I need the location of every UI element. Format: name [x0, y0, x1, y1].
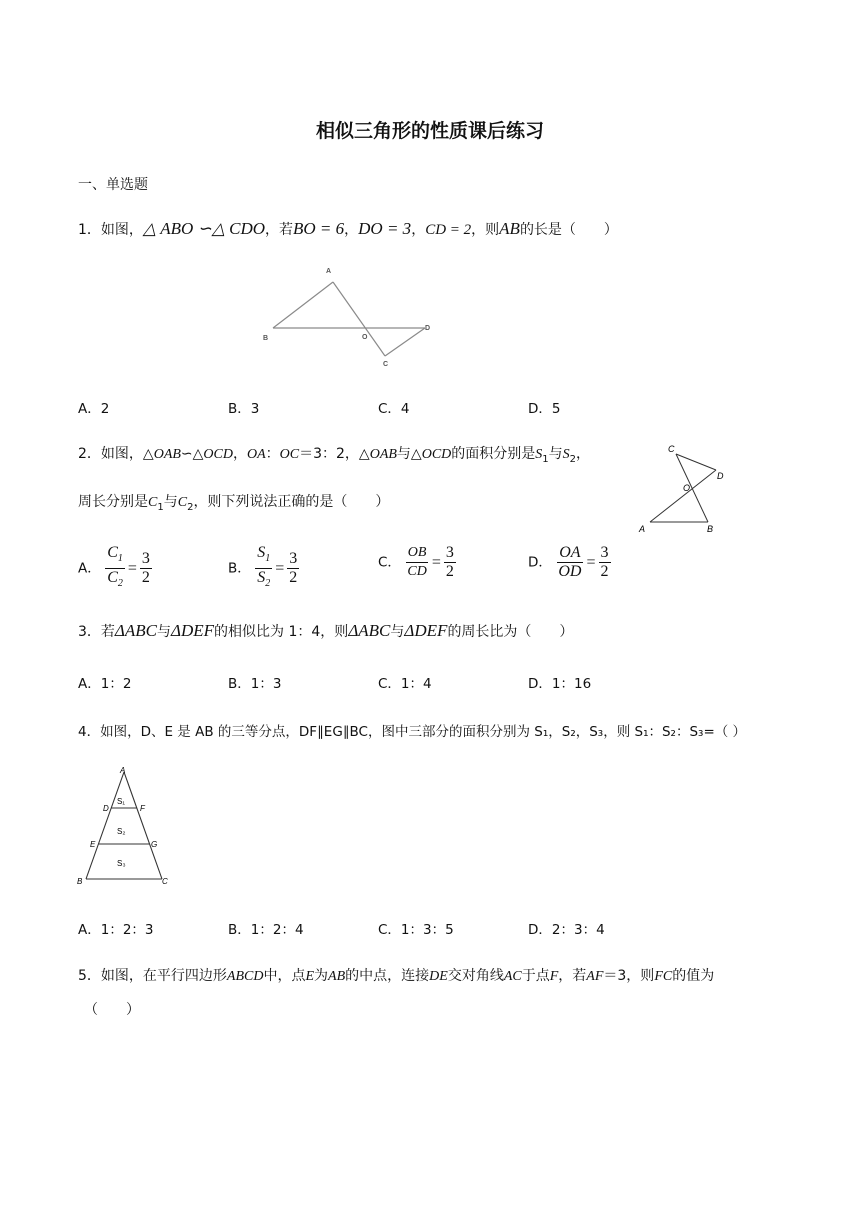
q2-text: 与△	[396, 446, 422, 462]
q2-math: OC	[279, 447, 300, 462]
q1-text: 的长是（ ）	[519, 222, 618, 238]
q4-option-d[interactable]: D．2：3：4	[528, 922, 605, 938]
question-4-stem: 4．如图，D、E 是 AB 的三等分点，DF∥EG∥BC，图中三部分的面积分别为 S₁，S₂，S₃，则 S₁：S₂：S₃=（ ）	[78, 724, 747, 740]
frac-den-sub: 2	[117, 578, 123, 590]
q2-math: S	[562, 447, 570, 462]
q2-math: OA	[246, 447, 266, 462]
q4-label-e: E	[90, 840, 96, 849]
q2-label-a: A	[639, 524, 646, 534]
q2-math: OCD	[203, 447, 233, 462]
q1-label-c: C	[383, 361, 389, 368]
q2-text: ＝3：2，△	[299, 446, 370, 462]
q3-option-c[interactable]: C．1：4	[378, 676, 432, 692]
q1-option-b[interactable]: B．3	[228, 401, 260, 417]
q2-label-c: C	[668, 444, 675, 454]
q2-label-o: O	[683, 483, 691, 493]
q2-math: C	[148, 495, 158, 510]
q5-text: 交对角线	[447, 968, 504, 984]
q3-text: 与	[390, 624, 405, 640]
q2-option-a[interactable]	[78, 544, 152, 593]
q1-math: CD = 2	[425, 222, 472, 238]
q4-figure	[72, 764, 182, 888]
fraction	[255, 544, 272, 593]
q3-text: 的周长比为（ ）	[447, 624, 574, 640]
q3-option-d[interactable]: D．1：16	[528, 676, 592, 692]
equals-sign: =	[431, 553, 441, 571]
fraction	[105, 544, 125, 593]
q1-label-o: O	[362, 334, 368, 341]
q2-math: S	[535, 447, 543, 462]
q3-math: ΔABC	[114, 621, 158, 640]
frac-den: CD	[407, 564, 427, 579]
q3-option-b[interactable]: B．1：3	[228, 676, 282, 692]
question-number: 1．	[78, 222, 101, 238]
fraction	[405, 544, 428, 581]
q4-label-f: F	[140, 804, 145, 813]
q5-text: 如图，在平行四边形	[100, 968, 227, 984]
q2-text: 与	[163, 494, 178, 510]
q2-option-d[interactable]	[528, 544, 611, 581]
fraction	[444, 544, 456, 581]
q5-math: AC	[503, 969, 522, 984]
frac-den: S	[257, 569, 266, 587]
frac-num: S	[257, 544, 266, 561]
frac-den: 2	[600, 563, 609, 580]
frac-num: C	[107, 544, 118, 561]
q1-label-b: B	[263, 335, 269, 342]
option-letter: C．	[378, 554, 401, 571]
frac-den-sub: 2	[265, 578, 271, 590]
q4-label-g: G	[151, 840, 158, 849]
q1-math: △ ABO ∽△ CDO	[142, 219, 266, 238]
q2-option-b[interactable]	[228, 544, 299, 593]
q2-text: 如图，△	[100, 446, 154, 462]
q5-text: ＝3，则	[603, 968, 655, 984]
frac-den: 2	[289, 569, 298, 587]
frac-den: 2	[141, 569, 150, 587]
q2-label-b: B	[707, 524, 714, 534]
frac-num-sub: 1	[265, 553, 271, 565]
q5-text: 的值为	[672, 968, 715, 984]
question-5-stem	[78, 965, 714, 985]
fraction	[140, 550, 152, 587]
q1-math: BO = 6	[293, 219, 345, 238]
q5-math: ABCD	[226, 969, 264, 984]
frac-num-sub: 1	[117, 553, 123, 565]
q1-option-c[interactable]: C．4	[378, 401, 410, 417]
q1-math: DO = 3	[358, 219, 412, 238]
q2-text: ：	[265, 446, 280, 462]
q4-label-a: A	[120, 766, 126, 775]
q5-math: E	[305, 969, 315, 984]
q4-label-d: D	[103, 804, 109, 813]
q2-text: 周长分别是	[78, 494, 148, 510]
question-number: 5．	[78, 968, 101, 984]
question-number: 3．	[78, 624, 101, 640]
q1-option-a[interactable]: A．2	[78, 401, 110, 417]
equals-sign: =	[275, 559, 285, 577]
option-letter: D．	[528, 554, 552, 571]
q3-option-a[interactable]: A．1：2	[78, 676, 132, 692]
q5-text: 为	[314, 968, 329, 984]
q1-text: ，	[411, 222, 426, 238]
fraction	[556, 544, 583, 581]
q4-label-s1: S₁	[117, 797, 126, 806]
frac-den: 2	[445, 563, 454, 580]
frac-num: 3	[141, 550, 150, 568]
option-letter: A．	[78, 560, 101, 577]
frac-den: C	[107, 569, 118, 587]
q1-label-d: D	[425, 325, 431, 332]
q5-text: 于点	[521, 968, 550, 984]
frac-num: OB	[406, 544, 429, 563]
q1-text: 如图，	[100, 222, 143, 238]
q1-label-a: A	[326, 268, 332, 275]
fraction	[287, 550, 299, 587]
q3-math: ΔDEF	[404, 621, 448, 640]
q2-subscript: 2	[569, 453, 577, 465]
section-heading: 一、单选题	[78, 177, 148, 193]
q1-option-d[interactable]: D．5	[528, 401, 561, 417]
equals-sign: =	[586, 553, 596, 571]
q2-label-d: D	[717, 471, 724, 481]
q3-math: ΔABC	[348, 621, 391, 640]
page-title: 相似三角形的性质课后练习	[315, 120, 544, 142]
q2-subscript: 1	[157, 501, 164, 513]
q4-option-a[interactable]: A．1：2：3	[78, 922, 154, 938]
q2-math: OAB	[153, 447, 181, 462]
q1-text: ，若	[265, 222, 294, 238]
q4-label-c: C	[162, 877, 168, 886]
q2-text: ，	[576, 446, 591, 462]
question-2-line-2	[78, 491, 389, 513]
equals-sign: =	[127, 559, 137, 577]
q2-text: ∽△	[180, 446, 204, 462]
q3-text: 若	[100, 624, 115, 640]
frac-num: OA	[559, 544, 581, 561]
frac-num: 3	[600, 544, 609, 561]
q3-text: 与	[157, 624, 172, 640]
q5-text: 的中点，连接	[345, 968, 430, 984]
frac-num: 3	[289, 550, 298, 568]
q5-math: FC	[654, 969, 673, 984]
q2-text: ，则下列说法正确的是（ ）	[193, 494, 390, 510]
frac-den: OD	[558, 563, 582, 580]
q2-subscript: 1	[542, 453, 549, 465]
fraction	[599, 544, 611, 581]
q1-math: AB	[499, 219, 520, 238]
option-letter: B．	[228, 560, 251, 577]
question-1-stem	[78, 219, 618, 239]
q2-text: 与	[548, 446, 563, 462]
frac-num: 3	[445, 544, 454, 561]
q4-label-s3: S₃	[117, 859, 126, 868]
q5-math: DE	[429, 969, 448, 984]
q5-text: 中，点	[263, 968, 306, 984]
q2-text: 的面积分别是	[451, 446, 536, 462]
q5-answer-blank: （ ）	[84, 1002, 140, 1018]
question-2-line-1	[78, 443, 590, 465]
q1-text: ，	[344, 222, 359, 238]
q1-figure	[255, 260, 455, 370]
q2-math: OAB	[369, 447, 397, 462]
question-number: 2．	[78, 446, 101, 462]
q4-label-b: B	[77, 877, 83, 886]
q3-math: ΔDEF	[171, 621, 215, 640]
q4-option-b[interactable]: B．1：2：4	[228, 922, 304, 938]
q4-option-c[interactable]: C．1：3：5	[378, 922, 454, 938]
q2-text: ，	[232, 446, 247, 462]
q5-math: AB	[328, 969, 346, 984]
q2-math: OCD	[421, 447, 452, 462]
q5-math: F	[549, 969, 559, 984]
q2-math: C	[177, 495, 188, 510]
q2-option-c[interactable]	[378, 544, 456, 581]
q5-text: ，若	[558, 968, 587, 984]
q2-figure	[632, 438, 742, 536]
q2-subscript: 2	[187, 501, 194, 513]
q1-text: ，则	[471, 222, 500, 238]
q4-label-s2: S₂	[117, 827, 126, 836]
q3-text: 的相似比为 1：4，则	[214, 624, 349, 640]
question-3-stem	[78, 621, 573, 641]
q5-math: AF	[586, 969, 604, 984]
